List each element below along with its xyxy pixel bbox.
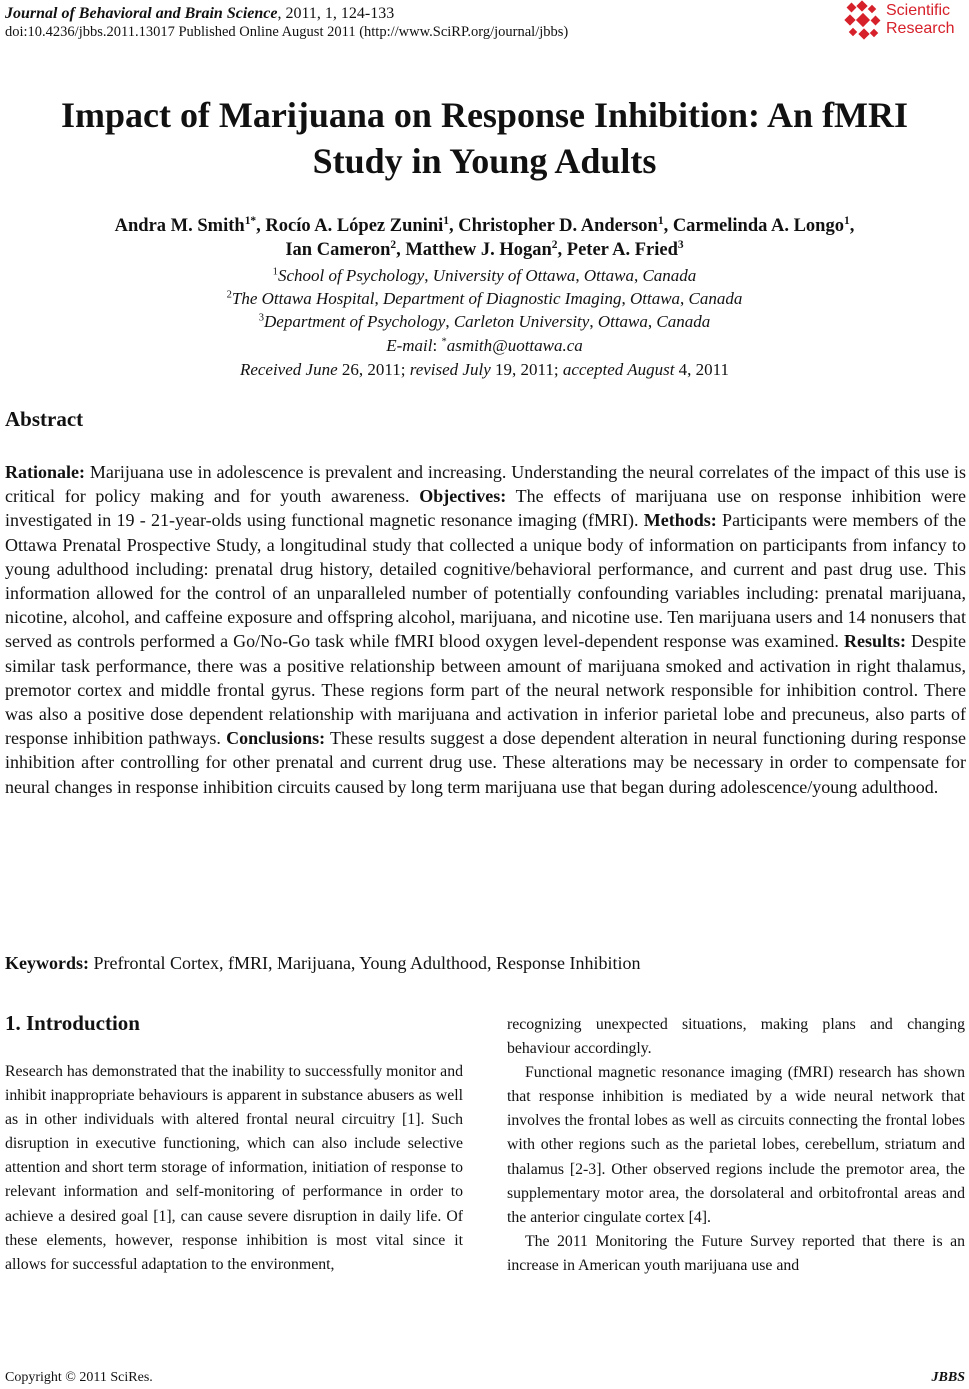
email-line: E-mail: *asmith@uottawa.ca xyxy=(386,336,583,355)
logo-mark-icon xyxy=(844,0,884,44)
affiliation: $^3$Department of Psychology, Carleton University, Ottawa, Canada xyxy=(258,312,711,331)
journal-abbrev: JBBS xyxy=(931,1370,965,1385)
email-link[interactable]: asmith@uottawa.ca xyxy=(446,336,583,355)
journal-citation: Journal of Behavioral and Brain Science, 2011, 1, 124-133 xyxy=(5,5,395,22)
logo-word-research: Research xyxy=(886,20,955,37)
keywords-line: Keywords: Prefrontal Cortex, fMRI, Marijuana, Young Adulthood, Response Inhibition xyxy=(5,953,641,973)
affiliation: $^2$The Ottawa Hospital, Department of Diagnostic Imaging, Ottawa, Canada xyxy=(226,289,743,308)
author-list: Andra M. Smith$^{1*}$, Rocío A. López Zunini$^1$, Christopher D. Anderson$^1$, Carmelinda A. Longo$^1$, Ian Cameron$^2$, Matthew J. Hogan$^2$, Peter A. Fried$^3$ xyxy=(114,214,855,260)
author: , Christopher D. Anderson xyxy=(448,216,658,236)
doi-line: doi:10.4236/jbbs.2011.13017 Published Online August 2011 (http://www.SciRP.org/journal/jbbs) xyxy=(5,24,569,40)
abstract-body: Rationale: Marijuana use in adolescence is prevalent and increasing. Understanding the neural correlates of the impact of this use is critical for policy making and for youth awareness. Objectives: The effects of marijuana use on response inhibition were investigated in 19 - 21-year-olds using functional magnetic resonance imaging (fMRI). Methods: Participants were members of the Ottawa Prenatal Prospective Study, a longitudinal study that collected a unique body of information on participants from infancy to young adulthood including: prenatal drug history, detailed cognitive/behavioral performance, and current and past drug use. This information allowed for the control of an unparalleled number of potentially confounding variables including: prenatal marijuana, nicotine, alcohol, and caffeine exposure and offspring alcohol, marijuana, and nicotine use. Ten marijuana users and 14 nonusers that served as controls performed a Go/No-Go task while fMRI blood oxygen level-dependent response was examined. Results: Despite similar task performance, there was a positive relationship between amount of marijuana smoked and activation in right thalamus, premotor cortex and middle frontal gyrus. These regions form part of the neural network responsible for inhibition control. There was also a positive dose dependent relationship with marijuana and activation in inferior parietal lobe and precuneus, also parts of response inhibition pathways. Conclusions: These results suggest a dose dependent alteration in neural functioning during response inhibition after controlling for other prenatal and current drug use. These alterations may be necessary in order to compensate for neural changes in response inhibition circuits caused by long term marijuana use that began during adolescence/young adulthood. xyxy=(5,462,966,797)
abstract-heading: Abstract xyxy=(5,407,84,431)
author: Andra M. Smith xyxy=(114,216,245,236)
author: Ian Cameron xyxy=(285,240,391,260)
introduction-heading: 1. Introduction xyxy=(5,1011,140,1035)
paragraph: Functional magnetic resonance imaging (fMRI) research has shown that response inhibition is mediated by a wide neural network that involves the frontal lobes as well as circuits connecting the frontal lobes with other regions such as the parietal lobes, cerebellum, striatum and thalamus [2-3]. Other observed regions include the premotor area, the supplementary motor area, the dorsolateral and orbitofrontal areas and the anterior cingulate cortex [4]. xyxy=(507,1064,965,1226)
affiliation: $^1$School of Psychology, University of Ottawa, Ottawa, Canada xyxy=(272,266,697,285)
page-header xyxy=(5,4,965,42)
dates-line: Received June 26, 2011; revised July 19, 2011; accepted August 4, 2011 xyxy=(239,360,730,379)
journal-name: Journal of Behavioral and Brain Science xyxy=(5,5,278,22)
paragraph: Research has demonstrated that the inability to successfully monitor and inhibit inappropriate behaviours is apparent in substance abusers as well as in other individuals with altered frontal neural circuitry [1]. Such disruption in executive functioning, which can also include selective attention and short term storage of information, initiation of response to relevant information and self-monitoring of performance in order to achieve a desired goal [1], can cause severe disruption in daily life. Of these elements, however, response inhibition is most vital since it allows for successful adaptation to the environment, xyxy=(5,1063,463,1273)
intro-left-column xyxy=(5,1060,463,1277)
intro-right-column xyxy=(507,1013,965,1278)
scientific-research-logo xyxy=(844,0,966,44)
paragraph: recognizing unexpected situations, making plans and changing behaviour accordingly. xyxy=(507,1016,965,1058)
author: , Rocío A. López Zunini xyxy=(256,216,444,236)
paper-title: Impact of Marijuana on Response Inhibition: An fMRI Study in Young Adults xyxy=(60,95,909,181)
copyright: Copyright © 2011 SciRes. xyxy=(5,1370,153,1385)
logo-word-scientific: Scientific xyxy=(886,2,951,19)
paragraph: The 2011 Monitoring the Future Survey reported that there is an increase in American youth marijuana use and xyxy=(507,1232,965,1274)
author: , Matthew J. Hogan xyxy=(396,240,552,260)
author: , Peter A. Fried xyxy=(557,240,678,260)
author: , Carmelinda A. Longo xyxy=(663,216,844,236)
